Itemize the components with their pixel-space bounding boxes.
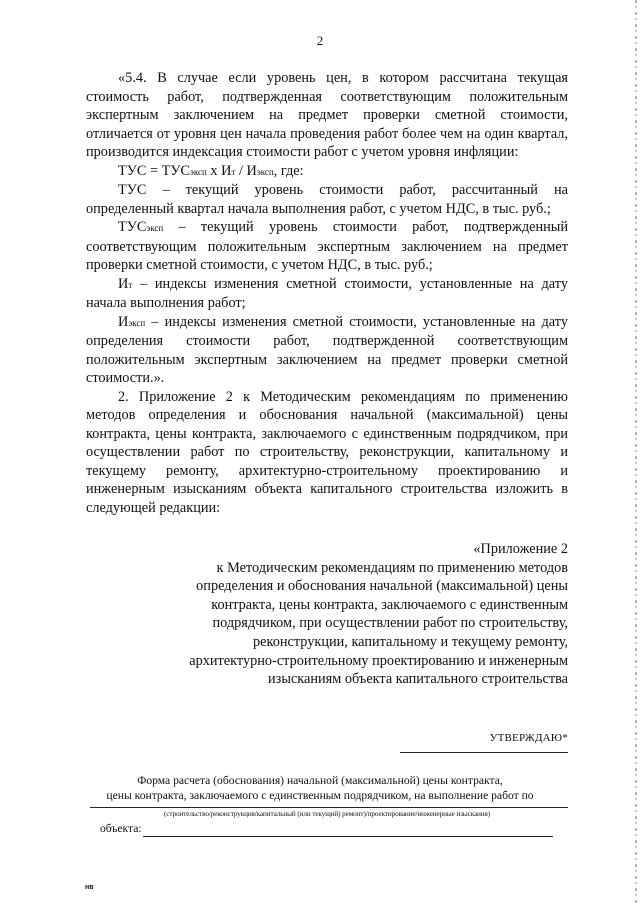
appendix-line: архитектурно-строительному проектированию и инженерным bbox=[189, 652, 568, 669]
approve-signature-line bbox=[400, 752, 568, 753]
object-fill-line bbox=[143, 836, 553, 837]
page-number: 2 bbox=[316, 33, 324, 48]
formula-multiply: х И bbox=[206, 162, 232, 179]
appendix-line: «Приложение 2 bbox=[473, 541, 568, 557]
form-title-line: цены контракта, заключаемого с единственным подрядчиком, на выполнение работ по bbox=[106, 789, 534, 802]
definition-iexp bbox=[86, 313, 568, 388]
document-body bbox=[86, 69, 568, 517]
scan-edge bbox=[635, 0, 637, 905]
formula-lhs: ТУС = ТУС bbox=[118, 162, 190, 179]
corner-marker: нв bbox=[85, 884, 94, 891]
formula-divide: / И bbox=[235, 162, 257, 179]
appendix-line: изысканиям объекта капитального строительства bbox=[268, 671, 568, 688]
definition-tus: ТУС – текущий уровень стоимости работ, рассчитанный на определенный квартал начала выполнения работ, с учетом НДС, в тыс. руб.; bbox=[86, 182, 568, 217]
definition-it bbox=[86, 275, 568, 313]
formula-tail: , где: bbox=[273, 162, 304, 179]
appendix-line: реконструкции, капитальному и текущему ремонту, bbox=[253, 633, 568, 650]
definition-text: – индексы изменения сметной стоимости, установленные на дату начала выполнения работ; bbox=[86, 275, 568, 311]
definition-text: – индексы изменения сметной стоимости, установленные на дату определения стоимости работ, подтвержденной соответствующим положительным экспертным заключением на предмет проверки сметной стоимости.». bbox=[86, 313, 568, 386]
formula-subscript-exp-2: эксп bbox=[256, 166, 274, 177]
formula-subscript-exp: эксп bbox=[190, 166, 207, 177]
term-subscript: эксп bbox=[128, 317, 146, 328]
appendix-line: к Методическим рекомендациям по применению методов bbox=[216, 559, 568, 576]
form-title-line: Форма расчета (обоснования) начальной (максимальной) цены контракта, bbox=[137, 774, 503, 787]
work-type-line bbox=[90, 807, 568, 808]
object-label: объекта: bbox=[100, 822, 142, 835]
appendix-line: контракта, цены контракта, заключаемого с единственным bbox=[211, 596, 568, 613]
appendix-line: подрядчиком, при осуществлении работ по строительству, bbox=[212, 615, 568, 632]
work-type-caption: (строительство/реконструкция/капитальный (или текущий) ремонт)/проектирование/инженерные изыскания) bbox=[163, 810, 491, 818]
formula bbox=[86, 162, 568, 182]
term-subscript: т bbox=[128, 279, 133, 290]
appendix-header bbox=[148, 540, 568, 689]
formula-subscript-t: т bbox=[231, 166, 236, 177]
definition-text: – текущий уровень стоимости работ, подтвержденный соответствующим положительным экспертным заключением на предмет проверки сметной стоимости, с учетом НДС, в тыс. руб.; bbox=[86, 219, 568, 273]
definition-tus-exp bbox=[86, 218, 568, 275]
term: И bbox=[118, 275, 129, 292]
term: ТУС bbox=[118, 219, 147, 235]
clause-5-4-intro: «5.4. В случае если уровень цен, в котором рассчитана текущая стоимость работ, подтвержденная соответствующим положительным экспертным заключением на предмет проверки сметной стоимости, отличается от уровня цен начала проведения работ более чем на один квартал, производится индексация стоимости работ с учетом уровня инфляции: bbox=[86, 70, 568, 160]
form-title bbox=[60, 773, 580, 803]
term: И bbox=[118, 313, 129, 330]
approve-label: УТВЕРЖДАЮ* bbox=[489, 732, 568, 744]
item-2: 2. Приложение 2 к Методическим рекомендациям по применению методов определения и обоснования начальной (максимальной) цены контракта, цены контракта, заключаемого с единственным подрядчиком, при осуществлении работ по строительству, реконструкции, капитальному и текущему ремонту, архитектурно-строительному проектированию и инженерным изысканиям объекта капитального строительства изложить в следующей редакции: bbox=[86, 388, 568, 516]
appendix-line: определения и обоснования начальной (максимальной) цены bbox=[196, 578, 568, 595]
term-subscript: эксп bbox=[146, 223, 164, 233]
